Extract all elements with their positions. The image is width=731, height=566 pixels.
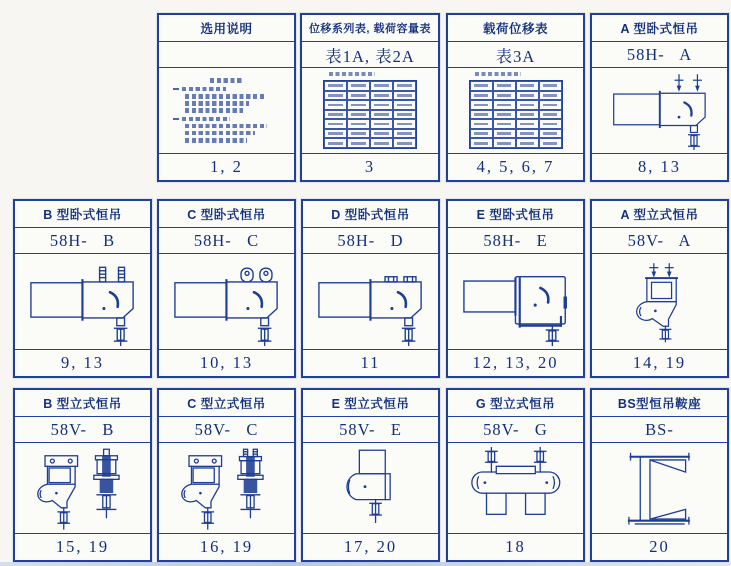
drawing-58h-a-horizontal-hanger: [595, 71, 725, 151]
cell-code: 58H- D: [303, 228, 438, 254]
cell-figure: [15, 254, 150, 349]
drawing-58v-e-vertical-hanger: [314, 446, 427, 531]
cell-figure: [159, 68, 294, 153]
cell-bs-saddle: [590, 388, 729, 562]
cell-page-refs: 20: [592, 533, 727, 560]
cell-page-refs: 15, 19: [15, 533, 150, 560]
cell-title: 载荷位移表: [448, 15, 583, 42]
cell-code: BS-: [592, 417, 727, 443]
cell-58h-e: [446, 199, 585, 378]
drawing-58v-a-vertical-hanger: [606, 256, 714, 347]
cell-figure: [303, 443, 438, 533]
cell-page-refs: 3: [302, 153, 438, 180]
cell-title: E 型卧式恒吊: [448, 201, 583, 228]
cell-58v-e: [301, 388, 440, 562]
cell-58v-c: [157, 388, 296, 562]
cell-load-displacement-table: [446, 13, 585, 182]
cell-58h-a: [590, 13, 729, 182]
drawing-58h-c-horizontal-hanger: [163, 257, 290, 346]
cell-title: D 型卧式恒吊: [303, 201, 438, 228]
cell-page-refs: 17, 20: [303, 533, 438, 560]
cell-title: G 型立式恒吊: [448, 390, 583, 417]
cell-58v-g: [446, 388, 585, 562]
cell-58h-b: [13, 199, 152, 378]
cell-title: A 型立式恒吊: [592, 201, 727, 228]
cell-title: 选用说明: [159, 15, 294, 42]
cell-title: E 型立式恒吊: [303, 390, 438, 417]
instructions-placeholder-text: [171, 76, 283, 145]
cell-title: B 型立式恒吊: [15, 390, 150, 417]
cell-figure: [592, 68, 727, 153]
cell-title: BS型恒吊鞍座: [592, 390, 727, 417]
cell-figure: [592, 443, 727, 533]
cell-figure: [592, 254, 727, 349]
drawing-58v-g-trapeze-hanger: [451, 446, 581, 531]
cell-code: 58H- A: [592, 42, 727, 68]
drawing-58h-d-horizontal-hanger: [307, 257, 434, 346]
cell-58v-b: [13, 388, 152, 562]
cell-title: A 型卧式恒吊: [592, 15, 727, 42]
cell-figure: [448, 68, 583, 153]
cell-code: 58V- B: [15, 417, 150, 443]
cell-code: 58H- B: [15, 228, 150, 254]
mini-table-caption: [475, 72, 521, 76]
cell-code: 58H- E: [448, 228, 583, 254]
scan-artifact: [0, 562, 731, 566]
cell-page-refs: 10, 13: [159, 349, 294, 376]
cell-figure: [159, 254, 294, 349]
cell-page-refs: 8, 13: [592, 153, 727, 180]
cell-page-refs: 14, 19: [592, 349, 727, 376]
cell-title: B 型卧式恒吊: [15, 201, 150, 228]
drawing-bs-saddle-profile: [603, 446, 716, 531]
drawing-58v-c-two-views: [163, 446, 290, 531]
cell-figure: [15, 443, 150, 533]
cell-figure: [448, 254, 583, 349]
mini-table-caption: [329, 72, 375, 76]
drawing-58v-b-two-views: [19, 446, 146, 531]
cell-58v-a: [590, 199, 729, 378]
cell-title: C 型卧式恒吊: [159, 201, 294, 228]
cell-code: 58H- C: [159, 228, 294, 254]
cell-page-refs: 16, 19: [159, 533, 294, 560]
cell-code: 58V- C: [159, 417, 294, 443]
cell-code: 表3A: [448, 42, 583, 68]
cell-code: 表1A, 表2A: [302, 42, 438, 68]
cell-58h-c: [157, 199, 296, 378]
cell-title: C 型立式恒吊: [159, 390, 294, 417]
cell-code: 58V- E: [303, 417, 438, 443]
cell-title: 位移系列表, 载荷容量表: [302, 15, 438, 42]
cell-figure: [448, 443, 583, 533]
cell-code: 58V- G: [448, 417, 583, 443]
cell-page-refs: 1, 2: [159, 153, 294, 180]
cell-page-refs: 18: [448, 533, 583, 560]
cell-figure: [303, 254, 438, 349]
cell-page-refs: 12, 13, 20: [448, 349, 583, 376]
cell-58h-d: [301, 199, 440, 378]
cell-code: 58V- A: [592, 228, 727, 254]
cell-page-refs: 9, 13: [15, 349, 150, 376]
cell-selection-notes: [157, 13, 296, 182]
mini-table-figure: [469, 72, 563, 149]
drawing-58h-b-horizontal-hanger: [19, 257, 146, 346]
cell-figure: [159, 443, 294, 533]
mini-table-figure: [323, 72, 417, 149]
cell-displacement-series-table: [300, 13, 440, 182]
drawing-58h-e-horizontal-hanger: [452, 257, 579, 346]
cell-figure: [302, 68, 438, 153]
mini-table: [469, 80, 563, 149]
mini-table: [323, 80, 417, 149]
cell-page-refs: 4, 5, 6, 7: [448, 153, 583, 180]
cell-code: [159, 42, 294, 68]
cell-page-refs: 11: [303, 349, 438, 376]
